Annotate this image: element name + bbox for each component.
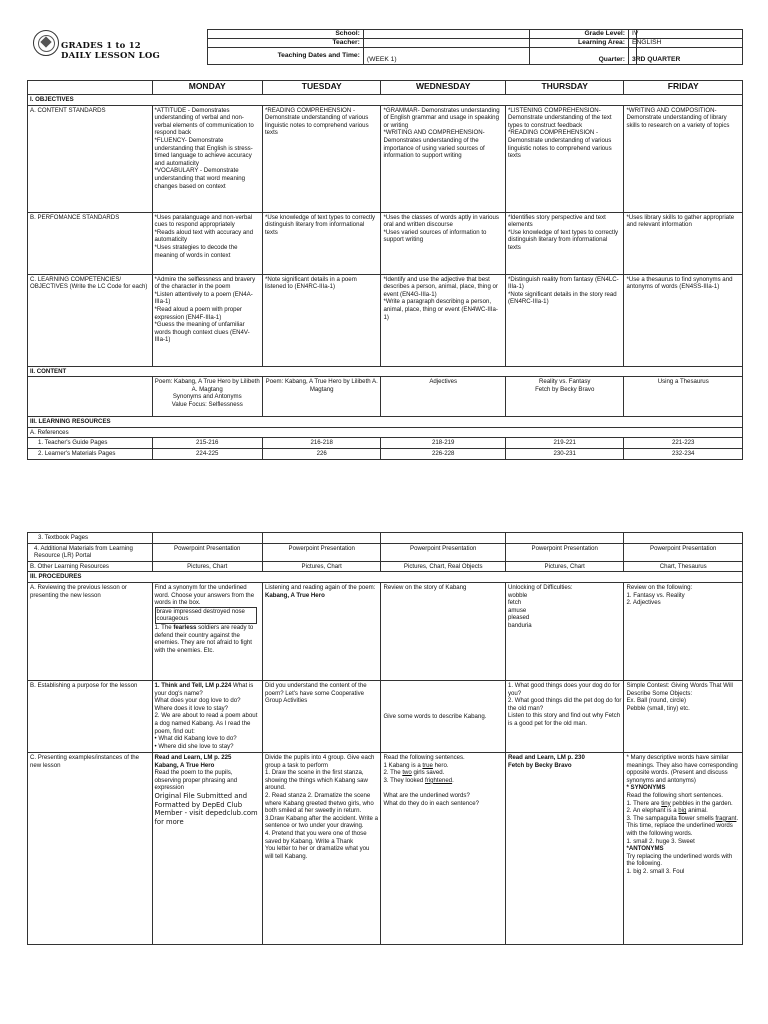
area-value: ENGLISH [629,38,743,47]
text: * Many descriptive words have similar meanings. They also have corresponding opposite words. (Present and discuss synonyms and antonyms) [626,753,738,784]
days-row [28,81,743,95]
note-text: Original File Submitted and Formatted by DepEd Club Member - visit depedclub.com for more [154,791,258,826]
day-tuesday: TUESDAY [262,81,380,95]
cell-presenting-fri [624,752,743,944]
table-row [28,533,743,544]
text: Find a synonym for the underlined word. Choose your answers from the words in the box. [154,583,255,607]
lesson-grid-part1 [27,80,743,460]
text: 1. The [154,623,174,631]
text: pebbles in the garden. [670,799,733,807]
text: What is your dog's name? What does your dog love to do? Where does it love to stay? 2. We are about to read a poem about a dog named Kabang. As I read the poem, find out: • What did Kabang love to do? • Where did she love to stay? [154,681,258,750]
dates-label: Teaching Dates and Time: [208,47,364,64]
table-row [28,438,743,449]
table-row [28,561,743,572]
cell: *Identify and use the adjective that best describes a person, animal, place, thing or event (EN4G-IIIa-1) *Write a paragraph describing a person, animal, place, thing or event (EN4WC-IIIa-1) [381,274,506,366]
bold-head: *ANTONYMS [626,845,664,853]
day-wednesday: WEDNESDAY [381,81,506,95]
cell-reviewing-tue [262,582,380,680]
bold-title: Kabang, A True Hero [264,591,325,599]
cell: *ATTITUDE - Demonstrates understanding of verbal and non-verbal elements of communication to respond back *FLUENCY- Demonstrate understanding that English is stress-timed language to achieve accuracy and automaticity *VOCABULARY - Demonstrate understanding that word meaning changes based on context [152,105,262,212]
info-right-table [529,29,743,65]
word-box: brave impressed destroyed nose courageous [155,607,257,624]
corner-cell [28,81,153,95]
section-content [28,366,743,377]
section-procedures [28,572,743,583]
text: girls saved. [411,769,445,777]
text: Read the following sentences. [383,753,465,761]
table-row [28,448,743,459]
cell: Pictures, Chart [152,561,262,572]
logo-line2: DAILY LESSON LOG [61,51,160,61]
section-label: II. CONTENT [28,366,743,377]
cell: 230-231 [505,448,623,459]
cell: *LISTENING COMPREHENSION- Demonstrate understanding of the text types to construct feedback *READING COMPREHENSION - Demonstrate understanding of various linguistic notes to comprehend various texts [505,105,623,212]
cell: Pictures, Chart [262,561,380,572]
deped-seal-icon [33,30,59,56]
cell-presenting-mon [152,752,262,944]
area-label: Learning Area: [530,38,629,47]
cell: Powerpoint Presentation [624,543,743,561]
underlined-word: true [422,761,433,769]
cell: 226 [262,448,380,459]
text: 2. The [383,769,403,777]
cell: Unlocking of Difficulties: wobble fetch amuse pleased banduria [505,582,623,680]
cell: Give some words to describe Kabang. [381,680,506,752]
quarter-value: 3RD QUARTER [629,47,743,64]
table-row [28,105,743,212]
text: 3. The sampaguita flower smells [626,814,716,822]
table-row [28,274,743,366]
row-label: 1. Teacher's Guide Pages [28,438,153,449]
row-label: A. Reviewing the previous lesson or presenting the new lesson [28,582,153,680]
quarter-label: Quarter: [530,47,629,64]
cell: *Identifies story perspective and text elements *Use knowledge of text types to correctly distinguish literary from informational texts [505,212,623,274]
text: soldiers are ready to defend their country against the enemies. They are not afraid to fight with the enemies. Etc. [154,623,254,654]
cell: *Uses paralanguage and non-verbal cues to respond appropriately *Reads aloud text with accuracy and automaticity *Uses strategies to decode the meaning of words in context [152,212,262,274]
underlined-word: big [678,807,687,815]
lesson-grid-part2 [27,532,743,945]
row-label: A. References [28,427,743,438]
section-label: I. OBJECTIVES [28,95,743,106]
cell: *GRAMMAR- Demonstrates understanding of English grammar and usage in speaking or writing *WRITING AND COMPREHENSION- Demonstrates understanding of the importance of using varied sources of information to support writing [381,105,506,212]
cell: 218-219 [381,438,506,449]
cell: Powerpoint Presentation [505,543,623,561]
cell: 224-225 [152,448,262,459]
cell [505,533,623,544]
cell: Powerpoint Presentation [262,543,380,561]
day-thursday: THURSDAY [505,81,623,95]
cell: *Distinguish reality from fantasy (EN4LC-IIIa-1) *Note significant details in the story read (EN4RC-IIIa-1) [505,274,623,366]
log-title [61,41,160,61]
text: Listening and reading again of the poem: [264,583,376,591]
logo-line1: GRADES 1 to 12 [61,41,141,51]
cell: Using a Thesaurus [624,377,743,417]
text: . [452,776,454,784]
text: . [736,814,739,822]
cell: Review on the story of Kabang [381,582,506,680]
cell-purpose-mon [152,680,262,752]
table-row [28,680,743,752]
cell: Simple Contest: Giving Words That Will Describe Some Objects: Ex. Ball (round, circle) Pebble (small, tiny) etc. [624,680,743,752]
cell: 232-234 [624,448,743,459]
cell: 215-216 [152,438,262,449]
cell: Divide the pupils into 4 group. Give each group a task to perform 1. Draw the scene in the first stanza, showing the things which Kabang saw around. 2. Read stanza 2. Dramatize the scene where Kabang greeted thetwo girls, who both smiled at her sweetly in return. 3.Draw Kabang after the accident. Write a sentence or two under your drawing. 4. Pretend that you were one of those saved by Kabang. Write a Thank You letter to her or dramatize what you will tell Kabang. [262,752,380,944]
grade-value: IV [629,30,743,39]
section-objectives [28,95,743,106]
text: 2. An elephant is a [626,807,679,815]
section-resources [28,417,743,428]
row-label: 4. Additional Materials from Learning Resource (LR) Portal [28,543,153,561]
text: animal. [686,807,708,815]
dates-value: (WEEK 1) [363,47,636,64]
row-label [28,377,153,417]
text: What are the underlined words? What do they do in each sentence? [383,791,479,807]
cell: 216-218 [262,438,380,449]
cell: *Uses library skills to gather appropriate and relevant information [624,212,743,274]
cell: Adjectives [381,377,506,417]
table-row [28,582,743,680]
cell: Pictures, Chart, Real Objects [381,561,506,572]
section-label: III. PROCEDURES [28,572,743,583]
cell: Chart, Thesaurus [624,561,743,572]
day-monday: MONDAY [152,81,262,95]
cell: Powerpoint Presentation [152,543,262,561]
cell: *Use a thesaurus to find synonyms and antonyms of words (EN4SS-IIIa-1) [624,274,743,366]
cell: Poem: Kabang, A True Hero by Lilibeth A. Magtang Synonyms and Antonyms Value Focus: Selflessness [152,377,262,417]
row-label: B. Other Learning Resources [28,561,153,572]
cell: *Use knowledge of text types to correctly distinguish literary from informational texts [262,212,380,274]
cell: Read and Learn, LM p. 230 Fetch by Becky Bravo [505,752,623,944]
cell: *WRITING AND COMPOSITION- Demonstrate understanding of library skills to research on a variety of topics [624,105,743,212]
cell: Review on the following: 1. Fantasy vs. Reality 2. Adjectives [624,582,743,680]
bold-head: 1. Think and Tell, LM p.224 [154,681,232,689]
cell [381,533,506,544]
bold-head: * SYNONYMS [626,784,666,792]
cell-presenting-wed [381,752,506,944]
row-label: B. Establishing a purpose for the lesson [28,680,153,752]
row-label: A. CONTENT STANDARDS [28,105,153,212]
cell: Powerpoint Presentation [381,543,506,561]
text: This time, replace the underlined words with the following words. 1. small 2. huge 3. Sweet [626,822,733,845]
cell [262,533,380,544]
cell: 219-221 [505,438,623,449]
underlined-word: fragrant [715,814,737,822]
bold-word: fearless [173,623,197,631]
section-label: III. LEARNING RESOURCES [28,417,743,428]
table-row [28,427,743,438]
text: Try replacing the underlined words with the following. 1. big 2. small 3. Foul [626,852,733,875]
text: Read the poem to the pupils, observing proper phrasing and expression [154,769,238,792]
table-row [28,212,743,274]
table-row [28,377,743,417]
underlined-word: tiny [661,799,671,807]
table-row [28,543,743,561]
row-label: 2. Learner's Materials Pages [28,448,153,459]
cell: *READING COMPREHENSION - Demonstrate understanding of various linguistic notes to comprehend various texts [262,105,380,212]
cell: Did you understand the content of the poem? Let's have some Cooperative Group Activities [262,680,380,752]
text: hero. [432,761,449,769]
bold-head: Read and Learn, LM p. 225 Kabang, A True Hero [154,753,232,769]
cell [624,533,743,544]
underlined-word: frightened [425,776,453,784]
day-friday: FRIDAY [624,81,743,95]
text: 3. They looked [383,776,426,784]
cell: *Uses the classes of words aptly in various oral and written discourse *Uses varied sources of information to support writing [381,212,506,274]
cell: Poem: Kabang, A True Hero by Lilibeth A. Magtang [262,377,380,417]
cell: 221-223 [624,438,743,449]
text: 1. There are [626,799,662,807]
cell: 226-228 [381,448,506,459]
table-row [28,752,743,944]
row-label: B. PERFOMANCE STANDARDS [28,212,153,274]
row-label: C. LEARNING COMPETENCIES/ OBJECTIVES (Write the LC Code for each) [28,274,153,366]
cell: Reality vs. Fantasy Fetch by Becky Bravo [505,377,623,417]
text: Read the following short sentences. [626,791,723,799]
row-label: C. Presenting examples/instances of the new lesson [28,752,153,944]
underlined-word: two [402,769,412,777]
text: 1 Kabang is a [383,761,423,769]
cell: 1. What good things does your dog do for you? 2. What good things did the pet dog do for the old man? Listen to this story and find out why Fetch is a good pet for the old man. [505,680,623,752]
cell [152,533,262,544]
cell: Pictures, Chart [505,561,623,572]
teacher-label: Teacher: [208,38,364,47]
cell-reviewing-mon [152,582,262,680]
school-label: School: [208,30,364,39]
cell: *Note significant details in a poem listened to (EN4RC-IIIa-1) [262,274,380,366]
grade-label: Grade Level: [530,30,629,39]
cell: *Admire the selflessness and bravery of the character in the poem *Listen attentively to a poem (EN4A-IIIa-1) *Read aloud a poem with proper expression (EN4F-IIIa-1) *Guess the meaning of unfamiliar words though context clues (EN4V-IIIa-1) [152,274,262,366]
row-label: 3. Textbook Pages [28,533,153,544]
header [27,29,743,72]
